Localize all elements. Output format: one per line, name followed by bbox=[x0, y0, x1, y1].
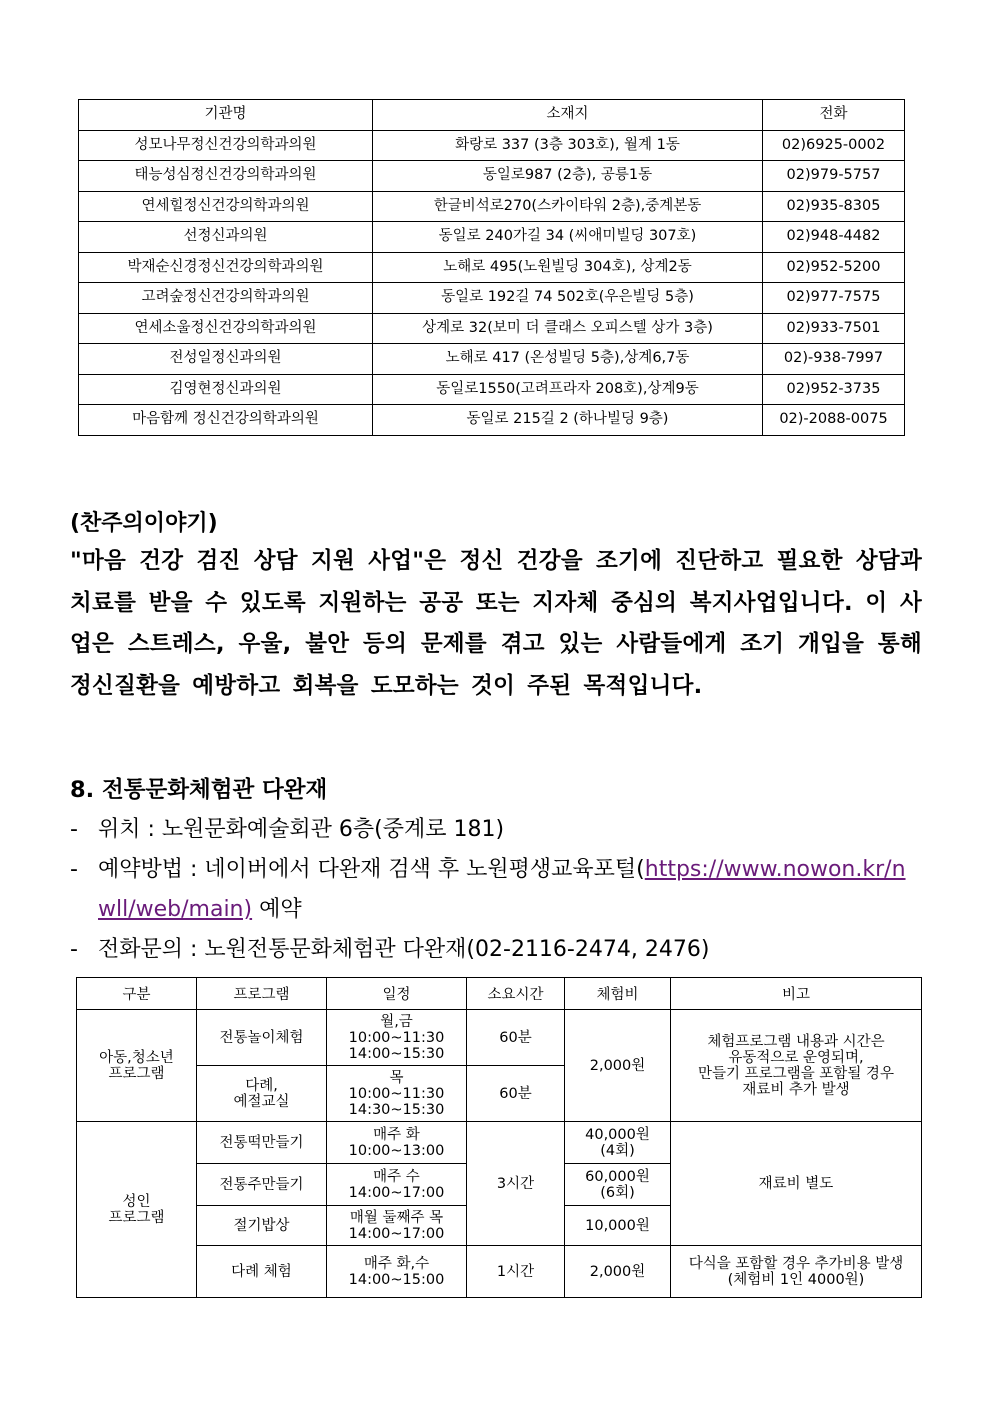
table-row bbox=[79, 161, 905, 192]
clinic-phone: 02)948-4482 bbox=[763, 222, 905, 253]
clinic-table bbox=[78, 99, 905, 436]
clinic-name: 고려숲정신건강의학과의원 bbox=[79, 283, 373, 314]
clinic-address: 화랑로 337 (3층 303호), 월계 1동 bbox=[373, 130, 763, 161]
clinic-header-address: 소재지 bbox=[373, 100, 763, 131]
schedule-cell: 매월 둘째주 목 14:00~17:00 bbox=[327, 1206, 467, 1246]
category-cell: 아동,청소년 프로그램 bbox=[77, 1010, 197, 1122]
program-table-header-row bbox=[77, 978, 922, 1010]
clinic-header-phone: 전화 bbox=[763, 100, 905, 131]
reservation-line bbox=[70, 850, 922, 930]
program-cell: 다례 체험 bbox=[197, 1246, 327, 1298]
fee-cell: 10,000원 bbox=[565, 1206, 671, 1246]
table-row bbox=[77, 1122, 922, 1164]
schedule-cell: 매주 화 10:00~13:00 bbox=[327, 1122, 467, 1164]
clinic-phone: 02)952-3735 bbox=[763, 374, 905, 405]
duration-cell: 1시간 bbox=[467, 1246, 565, 1298]
program-table bbox=[76, 977, 922, 1298]
schedule-cell: 매주 수 14:00~17:00 bbox=[327, 1164, 467, 1206]
header-note: 비고 bbox=[671, 978, 922, 1010]
note-cell: 재료비 별도 bbox=[671, 1122, 922, 1246]
clinic-name: 마음함께 정신건강의학과의원 bbox=[79, 405, 373, 436]
clinic-name: 연세소울정신건강의학과의원 bbox=[79, 313, 373, 344]
clinic-address: 동일로 192길 74 502호(우은빌딩 5층) bbox=[373, 283, 763, 314]
program-cell: 다례, 예절교실 bbox=[197, 1066, 327, 1122]
story-body: "마음 건강 검진 상담 지원 사업"은 정신 건강을 조기에 진단하고 필요한 상담과 치료를 받을 수 있도록 지원하는 공공 또는 지자체 중심의 복지사업입니다. 이 사업은 스트레스, 우울, 불안 등의 문제를 겪고 있는 사람들에게 조기 개입을 통해 정신질환을 예방하고 회복을 도모하는 것이 주된 목적입니다. bbox=[70, 548, 922, 699]
phone-text: 전화문의 : 노원전통문화체험관 다완재(02-2116-2474, 2476) bbox=[98, 937, 710, 962]
section-8 bbox=[70, 770, 922, 970]
clinic-address: 동일로1550(고려프라자 208호),상계9동 bbox=[373, 374, 763, 405]
location-line bbox=[70, 810, 922, 850]
clinic-address: 노해로 417 (온성빌딩 5층),상계6,7동 bbox=[373, 344, 763, 375]
clinic-phone: 02)977-7575 bbox=[763, 283, 905, 314]
note-cell: 다식을 포함할 경우 추가비용 발생 (체험비 1인 4000원) bbox=[671, 1246, 922, 1298]
table-row bbox=[79, 283, 905, 314]
location-text: 위치 : 노원문화예술회관 6층(중계로 181) bbox=[98, 817, 505, 842]
category-cell: 성인 프로그램 bbox=[77, 1122, 197, 1298]
clinic-table-header-row bbox=[79, 100, 905, 131]
schedule-cell: 매주 화,수 14:00~15:00 bbox=[327, 1246, 467, 1298]
clinic-address: 동일로987 (2층), 공릉1동 bbox=[373, 161, 763, 192]
header-fee: 체험비 bbox=[565, 978, 671, 1010]
table-row bbox=[79, 191, 905, 222]
clinic-phone: 02)935-8305 bbox=[763, 191, 905, 222]
schedule-cell: 목 10:00~11:30 14:30~15:30 bbox=[327, 1066, 467, 1122]
fee-cell: 60,000원 (6회) bbox=[565, 1164, 671, 1206]
clinic-phone: 02)-2088-0075 bbox=[763, 405, 905, 436]
table-row bbox=[79, 130, 905, 161]
header-program: 프로그램 bbox=[197, 978, 327, 1010]
header-duration: 소요시간 bbox=[467, 978, 565, 1010]
reservation-suffix: 예약 bbox=[252, 897, 302, 922]
clinic-name: 태능성심정신건강의학과의원 bbox=[79, 161, 373, 192]
clinic-address: 노해로 495(노원빌딩 304호), 상계2동 bbox=[373, 252, 763, 283]
schedule-cell: 월,금 10:00~11:30 14:00~15:30 bbox=[327, 1010, 467, 1066]
duration-cell: 3시간 bbox=[467, 1122, 565, 1246]
clinic-phone: 02)6925-0002 bbox=[763, 130, 905, 161]
clinic-header-name: 기관명 bbox=[79, 100, 373, 131]
program-cell: 전통주만들기 bbox=[197, 1164, 327, 1206]
section-title: 8. 전통문화체험관 다완재 bbox=[70, 777, 328, 803]
story-heading: (찬주의이야기) bbox=[70, 511, 218, 536]
clinic-name: 연세힐정신건강의학과의원 bbox=[79, 191, 373, 222]
table-row bbox=[79, 374, 905, 405]
table-row bbox=[79, 252, 905, 283]
phone-line bbox=[70, 930, 922, 970]
program-cell: 절기밥상 bbox=[197, 1206, 327, 1246]
program-cell: 전통떡만들기 bbox=[197, 1122, 327, 1164]
clinic-address: 동일로 215길 2 (하나빌딩 9층) bbox=[373, 405, 763, 436]
clinic-name: 선정신과의원 bbox=[79, 222, 373, 253]
clinic-phone: 02)979-5757 bbox=[763, 161, 905, 192]
table-row bbox=[79, 344, 905, 375]
clinic-address: 상계로 32(보미 더 클래스 오피스텔 상가 3층) bbox=[373, 313, 763, 344]
fee-cell: 40,000원 (4회) bbox=[565, 1122, 671, 1164]
fee-cell: 2,000원 bbox=[565, 1010, 671, 1122]
clinic-name: 성모나무정신건강의학과의원 bbox=[79, 130, 373, 161]
header-category: 구분 bbox=[77, 978, 197, 1010]
dash-marker: - bbox=[70, 937, 78, 962]
clinic-name: 박재순신경정신건강의학과의원 bbox=[79, 252, 373, 283]
duration-cell: 60분 bbox=[467, 1010, 565, 1066]
table-row bbox=[77, 1010, 922, 1066]
clinic-name: 김영현정신과의원 bbox=[79, 374, 373, 405]
table-row bbox=[77, 1246, 922, 1298]
header-schedule: 일정 bbox=[327, 978, 467, 1010]
table-row bbox=[79, 405, 905, 436]
clinic-address: 한글비석로270(스카이타워 2층),중계본동 bbox=[373, 191, 763, 222]
fee-cell: 2,000원 bbox=[565, 1246, 671, 1298]
clinic-address: 동일로 240가길 34 (씨애미빌딩 307호) bbox=[373, 222, 763, 253]
story-section bbox=[70, 507, 922, 707]
clinic-phone: 02)-938-7997 bbox=[763, 344, 905, 375]
clinic-name: 전성일정신과의원 bbox=[79, 344, 373, 375]
table-row bbox=[79, 313, 905, 344]
duration-cell: 60분 bbox=[467, 1066, 565, 1122]
clinic-phone: 02)952-5200 bbox=[763, 252, 905, 283]
program-cell: 전통놀이체험 bbox=[197, 1010, 327, 1066]
reservation-text: 예약방법 : 네이버에서 다완재 검색 후 노원평생교육포털( bbox=[98, 857, 645, 882]
note-cell: 체험프로그램 내용과 시간은 유동적으로 운영되며, 만들기 프로그램을 포함될 경우 재료비 추가 발생 bbox=[671, 1010, 922, 1122]
dash-marker: - bbox=[70, 857, 78, 882]
dash-marker: - bbox=[70, 817, 78, 842]
table-row bbox=[79, 222, 905, 253]
clinic-phone: 02)933-7501 bbox=[763, 313, 905, 344]
portal-link[interactable]: https://www.nowon.kr/nwll/web/main) bbox=[98, 857, 906, 922]
